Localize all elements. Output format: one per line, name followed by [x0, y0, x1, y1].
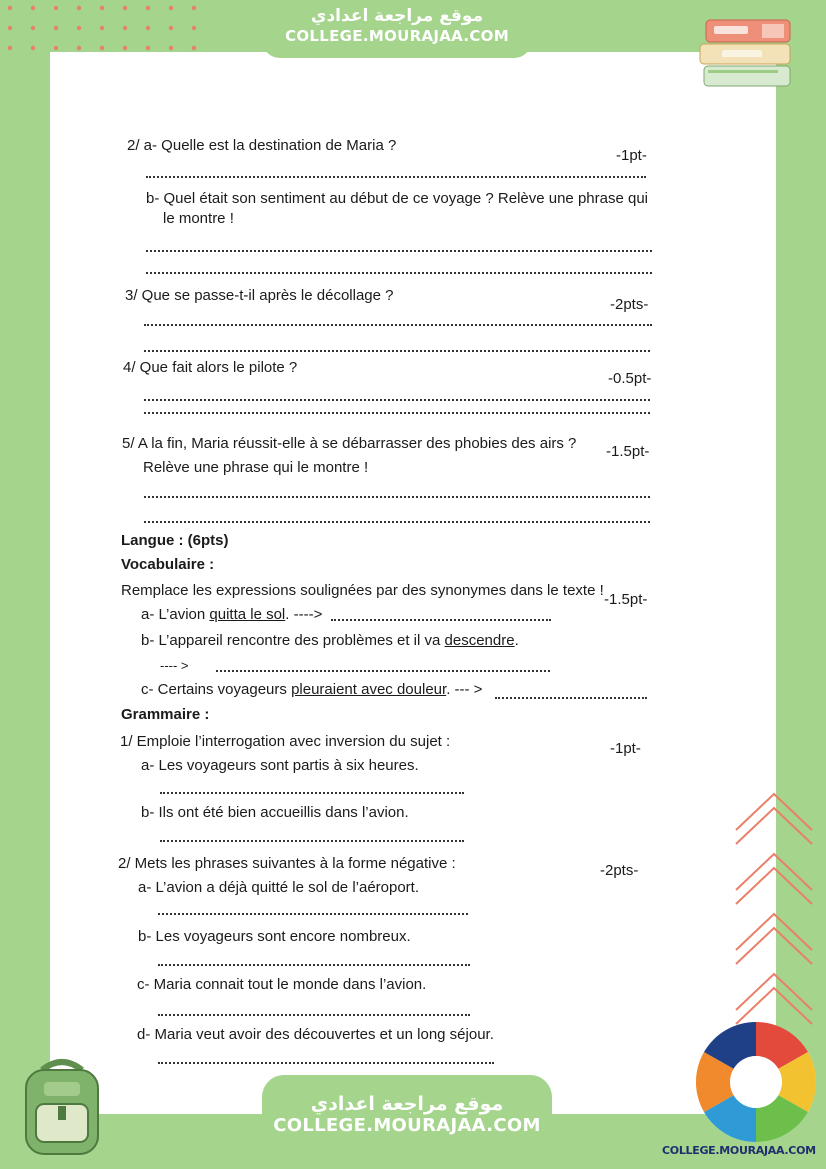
answer-line[interactable]: [160, 840, 464, 842]
answer-line[interactable]: [158, 1014, 470, 1016]
vocabulary-title: Vocabulaire :: [121, 556, 215, 573]
answer-line[interactable]: [144, 399, 650, 401]
chevron-up-icons: [730, 790, 820, 1040]
watermark-arabic: موقع مراجعة اعدادي: [310, 6, 484, 26]
grammar-2d: d- Maria veut avoir des découvertes et un long séjour.: [137, 1026, 494, 1043]
answer-line[interactable]: [144, 496, 650, 498]
answer-line[interactable]: [331, 619, 551, 621]
question-2b-line2: le montre !: [163, 210, 234, 227]
backpack-icon: [14, 1052, 110, 1160]
watermark-arabic-footer: موقع مراجعة اعدادي: [310, 1093, 504, 1115]
points-vocabulary: -1.5pt-: [604, 591, 648, 608]
grammar-1a: a- Les voyageurs sont partis à six heures.: [141, 757, 419, 774]
question-3: 3/ Que se passe-t-il après le décollage ?: [125, 287, 394, 304]
answer-line[interactable]: [158, 1062, 494, 1064]
answer-line[interactable]: [158, 964, 470, 966]
answer-line[interactable]: [158, 913, 468, 915]
watermark-url[interactable]: COLLEGE.MOURAJAA.COM: [285, 27, 509, 45]
footer-brand[interactable]: COLLEGE.MOURAJAA.COM: [662, 1144, 816, 1157]
points-3: -2pts-: [610, 296, 649, 313]
answer-line[interactable]: [144, 412, 650, 414]
question-4: 4/ Que fait alors le pilote ?: [123, 359, 298, 376]
grammar-question-2: 2/ Mets les phrases suivantes à la forme négative :: [118, 855, 456, 872]
vocabulary-item-c: c- Certains voyageurs pleuraient avec douleur. --- >: [141, 681, 483, 698]
points-grammar-2: -2pts-: [600, 862, 639, 879]
grammar-2b: b- Les voyageurs sont encore nombreux.: [138, 928, 411, 945]
answer-line[interactable]: [146, 176, 646, 178]
points-4: -0.5pt-: [608, 370, 652, 387]
grammar-2c: c- Maria connait tout le monde dans l’avion.: [137, 976, 427, 993]
answer-line[interactable]: [146, 250, 652, 252]
question-5-line2: Relève une phrase qui le montre !: [143, 459, 369, 476]
question-2b-line1: b- Quel était son sentiment au début de ce voyage ? Relève une phrase qui: [146, 190, 648, 207]
grammar-2a: a- L’avion a déjà quitté le sol de l’aéroport.: [138, 879, 420, 896]
answer-line[interactable]: [160, 792, 464, 794]
question-5-line1: 5/ A la fin, Maria réussit-elle à se débarrasser des phobies des airs ?: [122, 435, 577, 452]
answer-line[interactable]: [144, 324, 652, 326]
points-5: -1.5pt-: [606, 443, 650, 460]
education-wheel-icon: [694, 1020, 818, 1144]
vocabulary-item-b: b- L’appareil rencontre des problèmes et il va descendre.: [141, 632, 519, 649]
grammar-question-1: 1/ Emploie l’interrogation avec inversion du sujet :: [120, 733, 451, 750]
answer-line[interactable]: [216, 670, 550, 672]
vocabulary-instruction: Remplace les expressions soulignées par des synonymes dans le texte !: [121, 582, 604, 599]
answer-line[interactable]: [144, 350, 650, 352]
watermark-url-footer[interactable]: COLLEGE.MOURAJAA.COM: [273, 1115, 541, 1136]
points-2a: -1pt-: [616, 147, 647, 164]
vocabulary-item-b-arrow: ---- >: [160, 658, 189, 673]
points-grammar-1: -1pt-: [610, 740, 641, 757]
footer-watermark: [262, 1075, 552, 1169]
answer-line[interactable]: [495, 697, 647, 699]
answer-line[interactable]: [146, 272, 652, 274]
grammar-title: Grammaire :: [121, 706, 210, 723]
answer-line[interactable]: [144, 521, 650, 523]
question-2a: 2/ a- Quelle est la destination de Maria ?: [127, 137, 397, 154]
section-langue-title: Langue : (6pts): [121, 532, 229, 549]
grammar-1b: b- Ils ont été bien accueillis dans l’avion.: [141, 804, 409, 821]
vocabulary-item-a: a- L’avion quitta le sol. ---->: [141, 606, 323, 623]
